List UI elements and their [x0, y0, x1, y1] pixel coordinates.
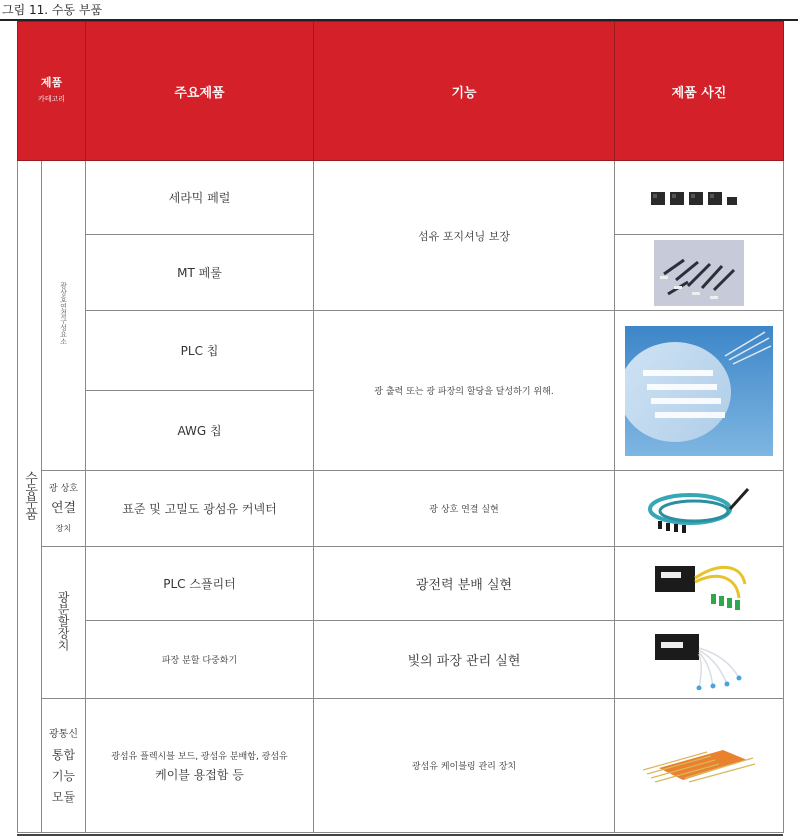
- function-cell: 빛의 파장 관리 실현: [314, 621, 615, 699]
- product-cell: 표준 및 고밀도 광섬유 커넥터: [86, 471, 314, 547]
- photo-cell: [615, 311, 784, 471]
- fiber-management-photo: [639, 744, 759, 788]
- function-cell: 광전력 분배 실현: [314, 547, 615, 621]
- header-category-sub: 카테고리: [37, 95, 66, 103]
- group-passive-components: [18, 161, 42, 833]
- table-row: [18, 161, 784, 235]
- group-line: 통합: [51, 747, 76, 762]
- bottom-rule: [17, 834, 783, 836]
- fiber-connector-photo: [644, 479, 754, 539]
- group-line: 모듈: [51, 789, 76, 804]
- photo-cell: [615, 161, 784, 235]
- table-header-row: [18, 22, 784, 161]
- product-cell: 세라믹 페럴: [86, 161, 314, 235]
- figure-caption: 그림 11. 수동 부품: [2, 3, 103, 17]
- product-cell: PLC 칩: [86, 311, 314, 391]
- passive-components-table: [17, 21, 784, 833]
- photo-cell: [615, 235, 784, 311]
- group-line: 광 상호: [49, 483, 78, 494]
- product-line: 케이블 용접함 등: [155, 767, 244, 782]
- group-passive-label: 수동부품: [22, 470, 37, 519]
- group-module-label: [42, 724, 85, 808]
- header-function: 기능: [314, 22, 615, 161]
- function-cell: 광 상호 연결 실현: [314, 471, 615, 547]
- photo-cell: [615, 699, 784, 833]
- product-text: [86, 748, 313, 784]
- table-row: [18, 311, 784, 391]
- product-line: 광섬유 플렉시블 보드, 광섬유 분배함, 광섬유: [111, 751, 288, 762]
- function-cell: 광섬유 케이블링 관리 장치: [314, 699, 615, 833]
- table-row: [18, 699, 784, 833]
- table-row: [18, 471, 784, 547]
- group-interconnect-device-label: [42, 479, 85, 539]
- header-main-products: 주요제품: [86, 22, 314, 161]
- function-ferrule: 섬유 포지셔닝 보장: [314, 161, 615, 311]
- photo-cell: [615, 547, 784, 621]
- plc-splitter-photo: [649, 558, 749, 610]
- wdm-photo: [649, 630, 749, 690]
- ceramic-ferrule-photo: [639, 186, 759, 210]
- group-line: 장치: [55, 523, 72, 533]
- group-module: [42, 699, 86, 833]
- header-category: [18, 22, 86, 161]
- group-interconnect-parts-label: 광상호연결구성요소: [59, 282, 68, 345]
- photo-cell: [615, 621, 784, 699]
- group-line: 기능: [51, 768, 76, 783]
- product-cell: AWG 칩: [86, 391, 314, 471]
- group-interconnect-device: [42, 471, 86, 547]
- group-splitter-device: [42, 547, 86, 699]
- plc-chip-photo: [625, 326, 773, 456]
- product-cell: MT 페룰: [86, 235, 314, 311]
- product-cell: PLC 스플리터: [86, 547, 314, 621]
- table-row: [18, 547, 784, 621]
- photo-cell: [615, 471, 784, 547]
- mt-ferrule-photo: [654, 240, 744, 306]
- table-row: [18, 621, 784, 699]
- group-line: 연결: [50, 500, 77, 516]
- header-category-label: 제품: [40, 76, 63, 89]
- group-line: 광통신: [49, 728, 78, 740]
- group-splitter-device-label: 광분할장치: [56, 590, 70, 651]
- function-chip: 광 출력 또는 광 파장의 할당을 달성하기 위해.: [314, 311, 615, 471]
- group-interconnect-parts: [42, 161, 86, 471]
- header-photo: 제품 사진: [615, 22, 784, 161]
- product-cell: [86, 699, 314, 833]
- product-cell: 파장 분할 다중화기: [86, 621, 314, 699]
